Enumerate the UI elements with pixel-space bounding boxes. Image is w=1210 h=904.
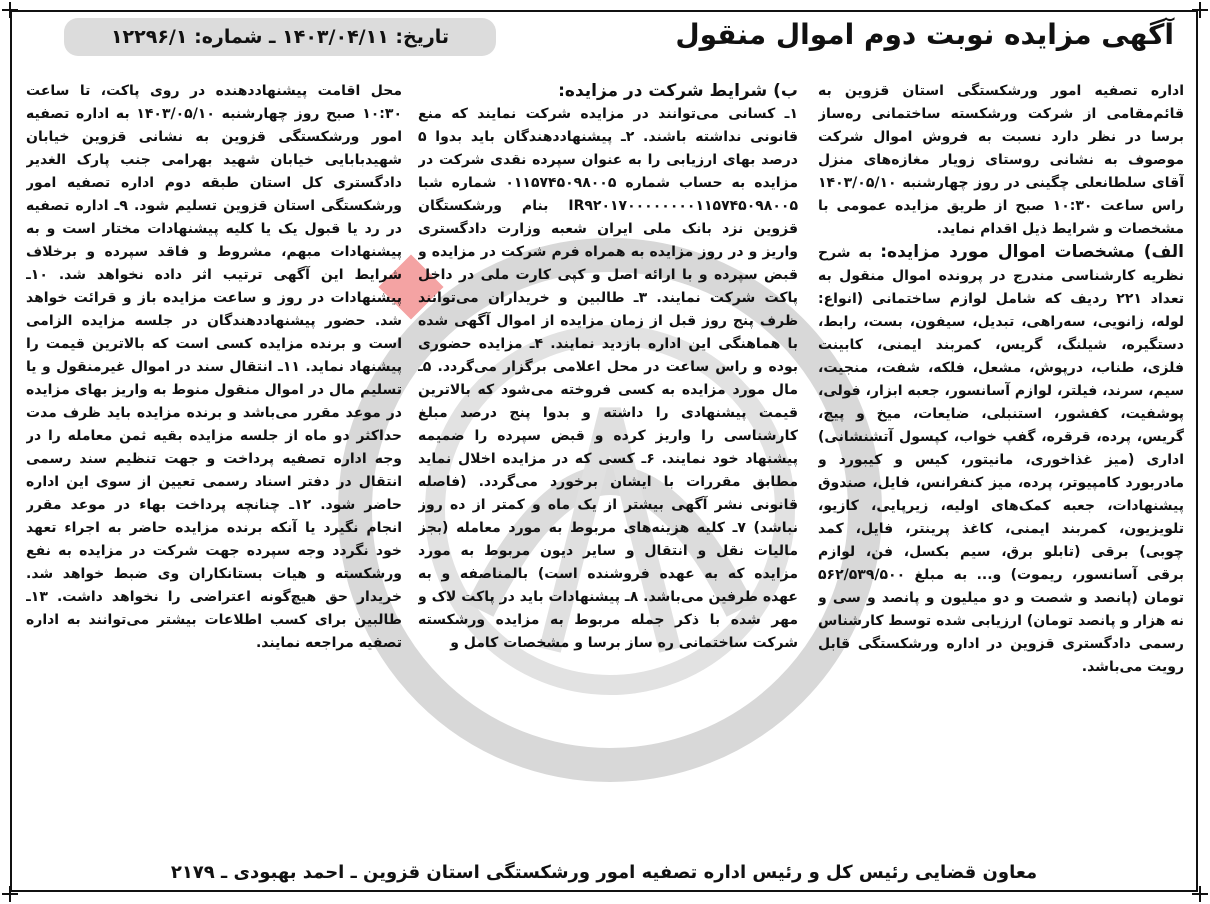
column-middle — [418, 80, 798, 852]
corner-ornament — [1192, 886, 1208, 902]
section-a-heading: الف) مشخصات اموال مورد مزایده: — [880, 242, 1184, 262]
section-a-text: به شرح نظریه کارشناسی مندرج در پرونده اموال منقول به تعداد ۲۲۱ ردیف که شامل لوازم ساختمانی (انواع: لوله، زانویی، سه‌راهی، تبدیل، سیفون، بست، رابط، دستگیره، شیلنگ، گریس، کمربند ایمنی، کابینت فلزی، طناب، درپوش، مشعل، فلکه، شفت، منجیت، سیم، سرند، فیلتر، لوازم آسانسور، جعبه ابزار، فولی، پوشفیت، کفشور، استنبلی، ضایعات، میخ و پیچ، گریس، پرده، قرقره، گفپ خواب، کپسول آتشنشانی) اداری (میز غذاخوری، مانیتور، کیس و کیبورد و مادربورد کامپیوتر، پرده، میز کنفرانس، فایل، صندوق پیشنهادات، جعبه کمک‌های اولیه، زیرپایی، کازیو، تلویزیون، کمربند ایمنی، کاغذ پرینتر، فایل، کمد چوبی) برقی (تابلو برق، سیم بکسل، فن، لوازم برقی آسانسور، ریموت) و... به مبلغ ۵۶۲/۵۳۹/۵۰۰ تومان (پانصد و شصت و دو میلیون و پانصد و سی و نه هزار و پانصد تومان) ارزیابی شده توسط کارشناس رسمی دادگستری قزوین در اداره ورشکستگی قابل رویت می‌باشد. — [818, 245, 1184, 675]
corner-ornament — [1192, 2, 1208, 18]
section-b-heading: ب) شرایط شرکت در مزایده: — [558, 81, 798, 101]
intro-paragraph: اداره تصفیه امور ورشکستگی استان قزوین به قائم‌مقامی از شرکت ورشکسته ساختمانی ره‌ساز برسا در نظر دارد نسبت به فروش اموال شرکت موصوف به نشانی روستای زویار مغازه‌های منزل آقای سلطانعلی چگینی در روز چهارشنبه ۱۴۰۳/۰۵/۱۰ راس ساعت ۱۰:۳۰ صبح از طریق مزایده عمومی با مشخصات و شرایط ذیل اقدام نماید. — [818, 83, 1184, 237]
page-title: آگهی مزایده نوبت دوم اموال منقول — [675, 18, 1174, 51]
conditions-continued: محل اقامت پیشنهاددهنده در روی پاکت، تا ساعت ۱۰:۳۰ صبح روز چهارشنبه ۱۴۰۳/۰۵/۱۰ به اداره تصفیه امور ورشکستگی قزوین به نشانی قزوین خیابان شهیدبابایی خیابان شهید بهرامی جنب پارک الغدیر دادگستری کل استان طبقه دوم اداره تصفیه امور ورشکستگی استان قزوین تسلیم شود. ۹ـ اداره تصفیه در رد یا قبول یک یا کلیه پیشنهادات مختار است و به پیشنهادات مبهم، مشروط و فاقد سپرده و برخلاف شرایط این آگهی ترتیب اثر داده نخواهد شد. ۱۰ـ پیشنهادات در روز و ساعت مزایده باز و قرائت خواهد شد. حضور پیشنهاددهندگان در جلسه مزایده الزامی است و برنده مزایده کسی است که بالاترین قیمت را پیشنهاد نماید. ۱۱ـ انتقال سند در اموال غیرمنقول و یا تسلیم مال در اموال منقول منوط به واریز بهای مزایده در موعد مقرر می‌باشد و برنده مزایده باید ظرف مدت حداکثر دو ماه از جلسه مزایده بقیه ثمن معامله را در وجه اداره تصفیه پرداخت و جهت تنظیم سند رسمی انتقال در دفتر اسناد رسمی تعیین از سوی این اداره حاضر شود. ۱۲ـ چنانچه پرداخت بهاء در موعد مقرر انجام نگیرد یا آنکه برنده مزایده حاضر به اجراء تعهد خود نگردد وجه سپرده جهت شرکت در مزایده به نفع ورشکسته و هیات بستانکاران وی ضبط خواهد شد. خریدار حق هیچ‌گونه اعتراضی را نخواهد داشت. ۱۳ـ طالبین برای کسب اطلاعات بیشتر می‌توانند به اداره تصفیه مراجعه نمایند. — [26, 83, 402, 651]
section-a — [818, 241, 1184, 679]
date-number-badge: تاریخ: ۱۴۰۳/۰۴/۱۱ ـ شماره: ۱۲۲۹۶/۱ — [64, 18, 496, 56]
header — [20, 14, 1188, 62]
section-b-text: ۱ـ کسانی می‌توانند در مزایده شرکت نمایند که منع قانونی نداشته باشند. ۲ـ پیشنهاددهندگان باید بدوا ۵ درصد بهای ارزیابی را به عنوان سپرده نقدی شرکت در مزایده به حساب شماره ۰۱۱۵۷۴۵۰۹۸۰۰۵ شماره شبا IR۹۲۰۱۷۰۰۰۰۰۰۰۰۱۱۵۷۴۵۰۹۸۰۰۵ بنام ورشکستگان قزوین نزد بانک ملی ایران شعبه وزارت دادگستری واریز و در روز مزایده به همراه فرم شرکت در مزایده و قبض سپرده و با ارائه اصل و کپی کارت ملی در داخل پاکت شرکت نمایند. ۳ـ طالبین و خریداران می‌توانند ظرف پنج روز قبل از زمان مزایده از اموال آگهی شده با هماهنگی این اداره بازدید نمایند. ۴ـ مزایده حضوری بوده و راس ساعت در محل اعلامی برگزار می‌گردد. ۵ـ مال مورد مزایده به کسی فروخته می‌شود که بالاترین قیمت پیشنهادی را داشته و بدوا پنج درصد مبلغ کارشناسی را واریز کرده و قبض سپرده را ضمیمه پیشنهاد خود نمایند. ۶ـ کسی که در مزایده اخلال نماید مطابق مقررات با ایشان برخورد می‌گردد. (فاصله قانونی نشر آگهی بیشتر از یک ماه و کمتر از ده روز نباشد) ۷ـ کلیه هزینه‌های مربوط به مورد معامله (بجز مالیات نقل و انتقال و سایر دیون مربوط به مورد مزایده که به عهده فروشنده است) بالمناصفه و به عهده طرفین می‌باشد. ۸ـ پیشنهادات باید در پاکت لاک و مهر شده با ذکر جمله مربوط به مزایده ورشکسته شرکت ساختمانی ره ساز برسا و مشخصات کامل و — [418, 106, 798, 651]
corner-ornament — [2, 886, 18, 902]
corner-ornament — [2, 2, 18, 18]
column-right — [818, 80, 1184, 852]
column-left — [26, 80, 402, 852]
footer-signature: معاون قضایی رئیس کل و رئیس اداره تصفیه امور ورشکستگی استان قزوین ـ احمد بهبودی ـ ۲۱۷۹ — [170, 862, 1038, 883]
